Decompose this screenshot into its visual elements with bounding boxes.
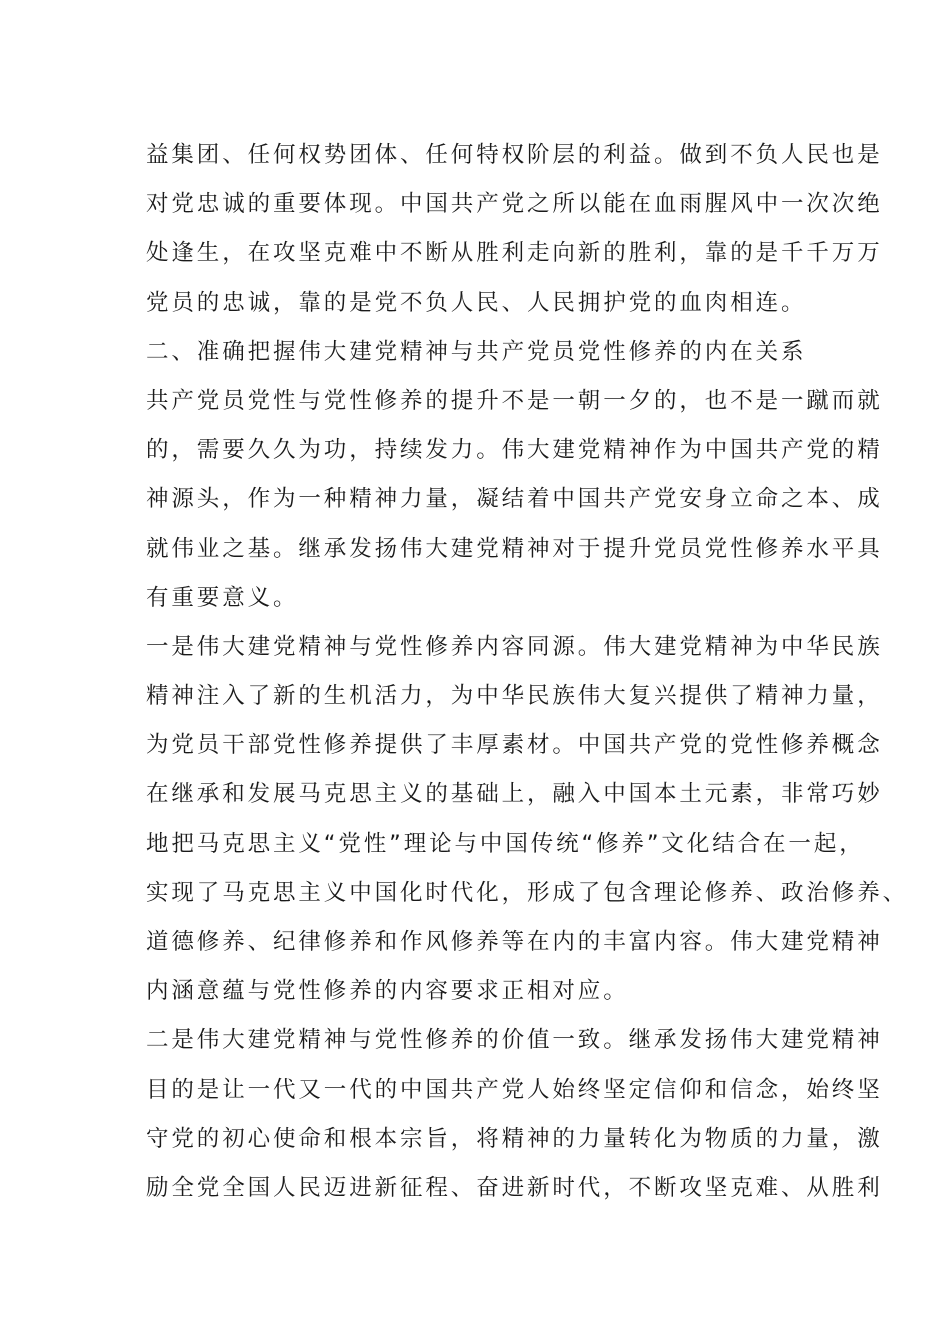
text-line: 益集团、任何权势团体、任何特权阶层的利益。做到不负人民也是	[146, 142, 883, 168]
text-line: 在继承和发展马克思主义的基础上，融入中国本土元素，非常巧妙	[146, 781, 883, 808]
text-line: 的，需要久久为功，持续发力。伟大建党精神作为中国共产党的精	[146, 437, 883, 464]
text-line: 为党员干部党性修养提供了丰厚素材。中国共产党的党性修养概念	[146, 732, 883, 759]
text-line: 道德修养、纪律修养和作风修养等在内的丰富内容。伟大建党精神	[146, 929, 883, 955]
section-heading: 二、准确把握伟大建党精神与共产党员党性修养的内在关系	[146, 338, 807, 365]
body-text	[146, 131, 909, 1213]
text-line: 守党的初心使命和根本宗旨，将精神的力量转化为物质的力量，激	[146, 1125, 883, 1152]
text-line: 党员的忠诚，靠的是党不负人民、人民拥护党的血肉相连。	[146, 289, 807, 316]
text-line: 目的是让一代又一代的中国共产党人始终坚定信仰和信念，始终坚	[146, 1076, 883, 1103]
text-line: 地把马克思主义“党性”理论与中国传统“修养”文化结合在一起，	[146, 830, 865, 857]
text-line: 二是伟大建党精神与党性修养的价值一致。继承发扬伟大建党精神	[146, 1027, 883, 1054]
text-line: 精神注入了新的生机活力，为中华民族伟大复兴提供了精神力量，	[146, 683, 883, 710]
text-line: 励全党全国人民迈进新征程、奋进新时代，不断攻坚克难、从胜利	[146, 1174, 883, 1201]
text-line: 对党忠诚的重要体现。中国共产党之所以能在血雨腥风中一次次绝	[146, 191, 883, 218]
text-line: 有重要意义。	[146, 584, 299, 611]
text-line: 一是伟大建党精神与党性修养内容同源。伟大建党精神为中华民族	[146, 633, 883, 660]
text-line: 就伟业之基。继承发扬伟大建党精神对于提升党员党性修养水平具	[146, 535, 883, 562]
text-line: 实现了马克思主义中国化时代化，形成了包含理论修养、政治修养、	[146, 879, 909, 906]
text-line: 内涵意蕴与党性修养的内容要求正相对应。	[146, 978, 629, 1005]
text-line: 处逢生，在攻坚克难中不断从胜利走向新的胜利，靠的是千千万万	[146, 240, 883, 267]
text-line: 神源头，作为一种精神力量，凝结着中国共产党安身立命之本、成	[146, 486, 883, 513]
text-line: 共产党员党性与党性修养的提升不是一朝一夕的，也不是一蹴而就	[146, 387, 883, 414]
